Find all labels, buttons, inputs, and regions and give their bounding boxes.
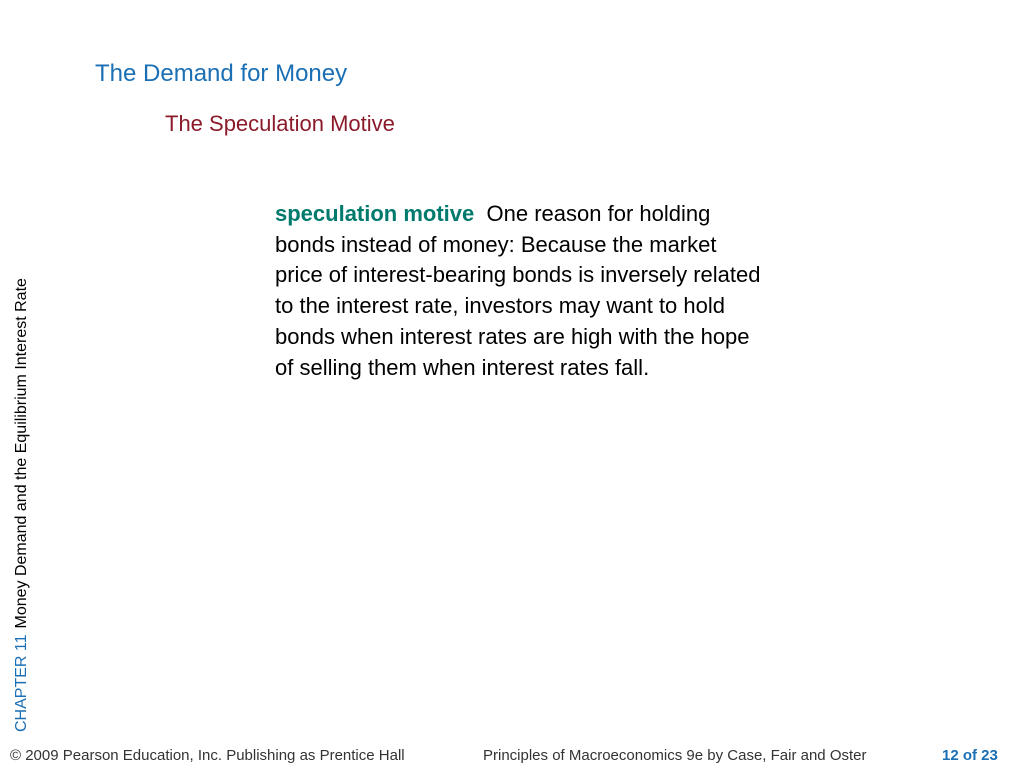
definition-line [275,199,855,230]
definition-block [275,199,855,383]
definition-line: bonds when interest rates are high with the hope [275,323,750,349]
slide-subtitle: The Speculation Motive [165,111,395,136]
chapter-number: CHAPTER 11 [13,634,30,732]
book-title: Principles of Macroeconomics 9e by Case, Fair and Oster [483,747,867,764]
definition-line: of selling them when interest rates fall. [275,354,650,380]
definition-term: speculation motive [275,201,475,226]
chapter-sidebar-label [12,278,32,732]
definition-line: bonds instead of money: Because the market [275,231,717,257]
copyright-text: © 2009 Pearson Education, Inc. Publishing as Prentice Hall [10,747,405,764]
definition-line: price of interest-bearing bonds is inversely related [275,262,761,288]
page-indicator: 12 of 23 [942,747,998,764]
slide-footer [0,744,1024,768]
definition-text: One reason for holding [486,201,711,226]
slide-title: The Demand for Money [95,60,348,87]
definition-line: to the interest rate, investors may want to hold [275,293,726,319]
chapter-topic: Money Demand and the Equilibrium Interest Rate [13,278,30,629]
